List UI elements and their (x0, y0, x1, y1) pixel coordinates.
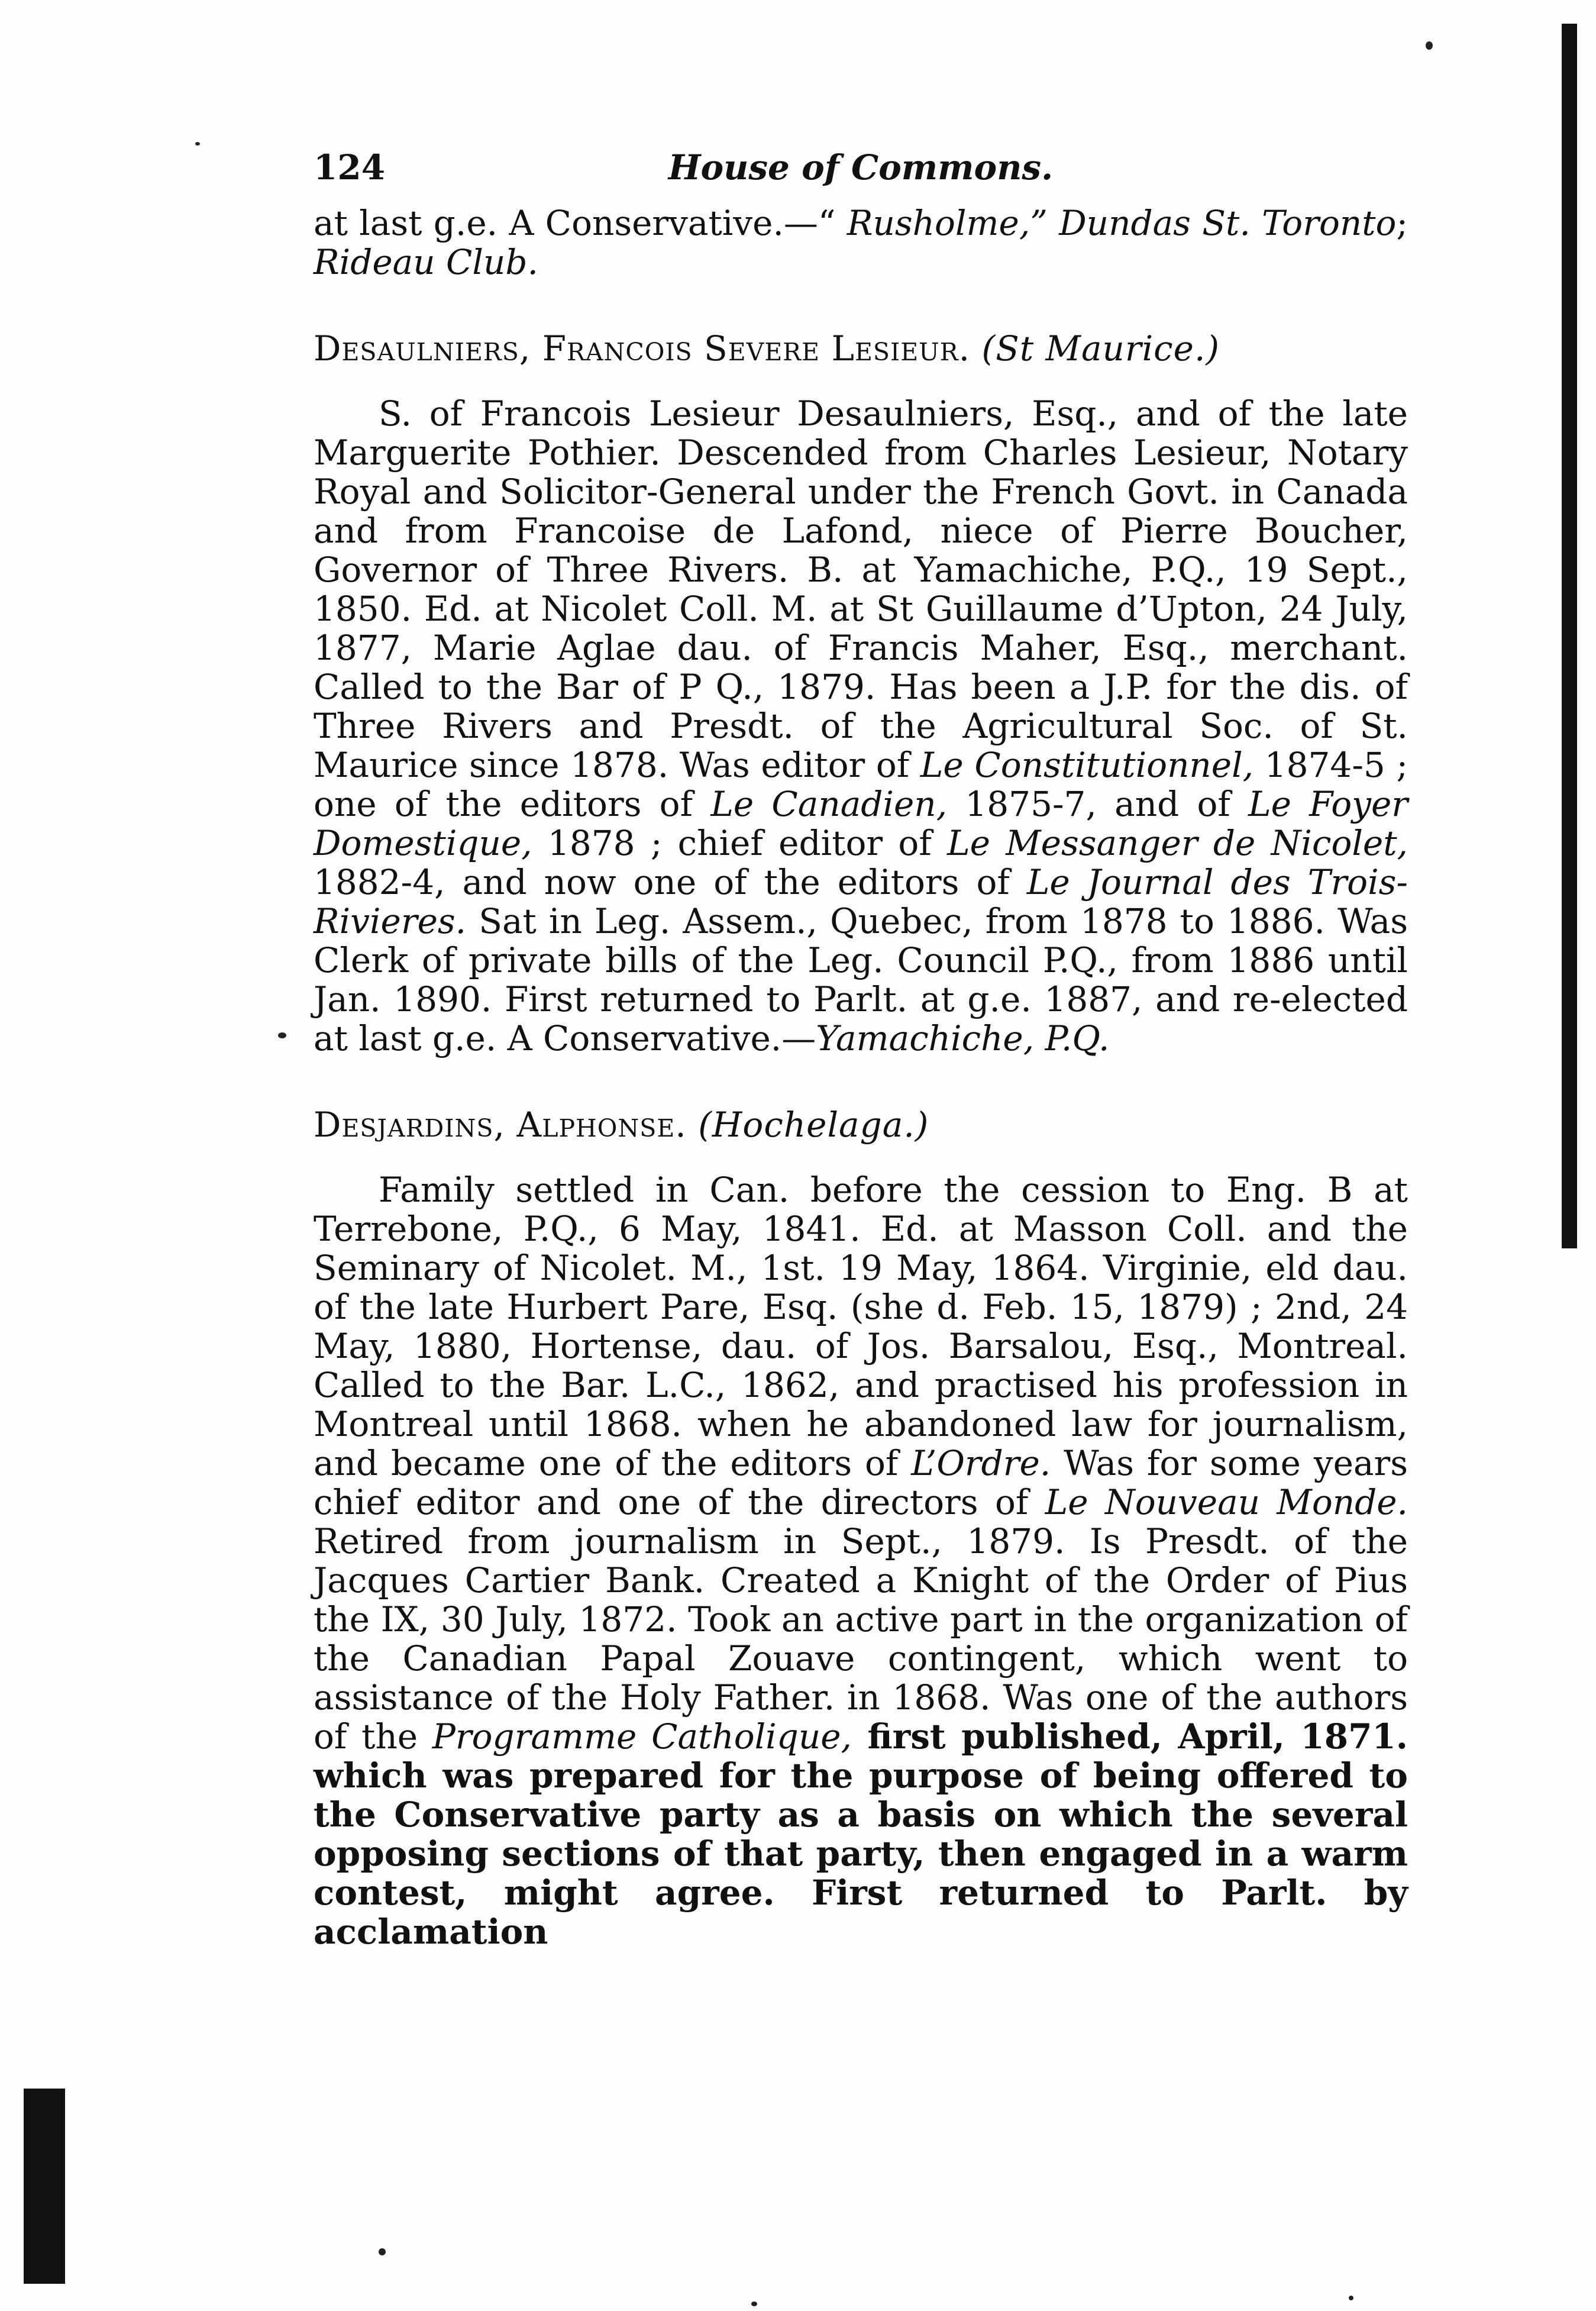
entry-given-names: Francois Severe Lesieur. (542, 328, 971, 369)
continuation-paragraph (314, 204, 1408, 282)
bio-text: Family settled in Can. before the cession to Eng. B at Terrebone, P.Q., 6 May, 1841. Ed. at Masson Coll. and the Seminary of Nicolet. M., 1st. 19 May, 1864. Virginie, eld dau. of the late Hurbert Pare, Esq. (she d. Feb. 15, 1879) ; 2nd, 24 May, 1880, Hortense, dau. of Jos. Barsalou, Esq., Montreal. Called to the Bar. L.C., 1862, and practised his profession in Montreal until 1868. when he abandoned law for journalism, and became one of the editors of (314, 1170, 1408, 1483)
bio-italic: Le Constitutionnel, (920, 745, 1254, 785)
separator: ; (1396, 203, 1408, 243)
bio-text: 1882-4, and now one of the editors of (314, 862, 1027, 902)
bio-text: Retired from journalism in Sept., 1879. Is Presdt. of the Jacques Cartier Bank. Created a Knight of the Order of Pius the IX, 30 July, 1872. Took an active part in the organization of the Canadian Papal Zouave contingent, which went to assistance of the Holy Father. in 1868. Was one of the authors of the (314, 1521, 1408, 1757)
entry-desjardins (314, 1105, 1408, 1951)
scan-speck (1349, 2296, 1353, 2300)
entry-desaulniers (314, 329, 1408, 1058)
bio-italic: Le Foyer Domestique, (314, 784, 1408, 863)
scan-edge-bar (24, 2089, 65, 2284)
bio-text: Was for some years chief editor and one of the directors of (314, 1443, 1408, 1522)
scan-speck (379, 2248, 386, 2255)
running-title: House of Commons. (668, 147, 1054, 188)
bio-text: first published, April, 1871. which was prepared for the purpose of being offered to the Conservative party as a basis on which the several opposing sections of that party, then engaged in a warm contest, might agree. First returned to Parlt. by acclamation (314, 1716, 1408, 1952)
scan-speck (751, 2302, 757, 2306)
bio-italic: Le Canadien, (710, 784, 948, 824)
page-number: 124 (314, 147, 386, 188)
entry-heading: Desjardins, Alphonse. (Hochelaga.) (314, 1105, 929, 1145)
bio-text: S. of Francois Lesieur Desaulniers, Esq., and of the late Marguerite Pothier. Descended from Charles Lesieur, Notary Royal and Solicitor-General under the French Govt. in Canada and from Francoise de Lafond, niece of Pierre Boucher, Governor of Three Rivers. B. at Yamachiche, P.Q., 19 Sept., 1850. Ed. at Nicolet Coll. M. at St Guillaume d’Upton, 24 July, 1877, Marie Aglae dau. of Francis Maher, Esq., merchant. Called to the Bar of P Q., 1879. Has been a J.P. for the dis. of Three Rivers and Presdt. of the Agricultural Soc. of St. Maurice since 1878. Was editor of (314, 393, 1408, 785)
bio-text: 1875-7, and of (947, 784, 1249, 824)
page-text (314, 148, 1408, 1951)
bio-italic: Le Journal des Trois-Rivieres. (314, 862, 1408, 941)
bio-italic: L’Ordre. (911, 1443, 1051, 1483)
entry-heading: Desaulniers, Francois Severe Lesieur. (St Maurice.) (314, 328, 1220, 369)
scan-speck (195, 142, 200, 146)
residence: Rusholme,” Dundas St. Toronto (847, 203, 1397, 243)
scan-speck (1426, 41, 1433, 50)
entry-biography (314, 394, 1408, 1058)
scan-speck (278, 1032, 286, 1038)
bio-italic: Yamachiche, P.Q. (816, 1018, 1110, 1058)
entry-surname: Desaulniers (314, 328, 519, 369)
bio-italic: Le Messanger de Nicolet, (947, 823, 1408, 863)
club: Rideau Club. (314, 242, 538, 282)
entry-constituency: (Hochelaga.) (698, 1105, 929, 1145)
bio-text: 1878 ; chief editor of (532, 823, 948, 863)
entry-surname: Desjardins (314, 1105, 494, 1145)
scan-edge-bar (1562, 24, 1577, 1248)
bio-text: 1874-5 ; one of the editors of (314, 745, 1408, 824)
continuation-text: at last g.e. A Conservative.—“ (314, 203, 847, 243)
entry-constituency: (St Maurice.) (981, 328, 1220, 369)
page-header (314, 148, 1408, 187)
bio-italic: Programme Catholique, (432, 1716, 852, 1757)
entry-biography (314, 1170, 1408, 1951)
bio-text: Sat in Leg. Assem., Quebec, from 1878 to 1886. Was Clerk of private bills of the Leg. Council P.Q., from 1886 until Jan. 1890. First returned to Parlt. at g.e. 1887, and re-elected at last g.e. A Conservative.— (314, 901, 1408, 1058)
bio-italic: Le Nouveau Monde. (1045, 1482, 1408, 1522)
entry-given-names: Alphonse. (516, 1105, 687, 1145)
